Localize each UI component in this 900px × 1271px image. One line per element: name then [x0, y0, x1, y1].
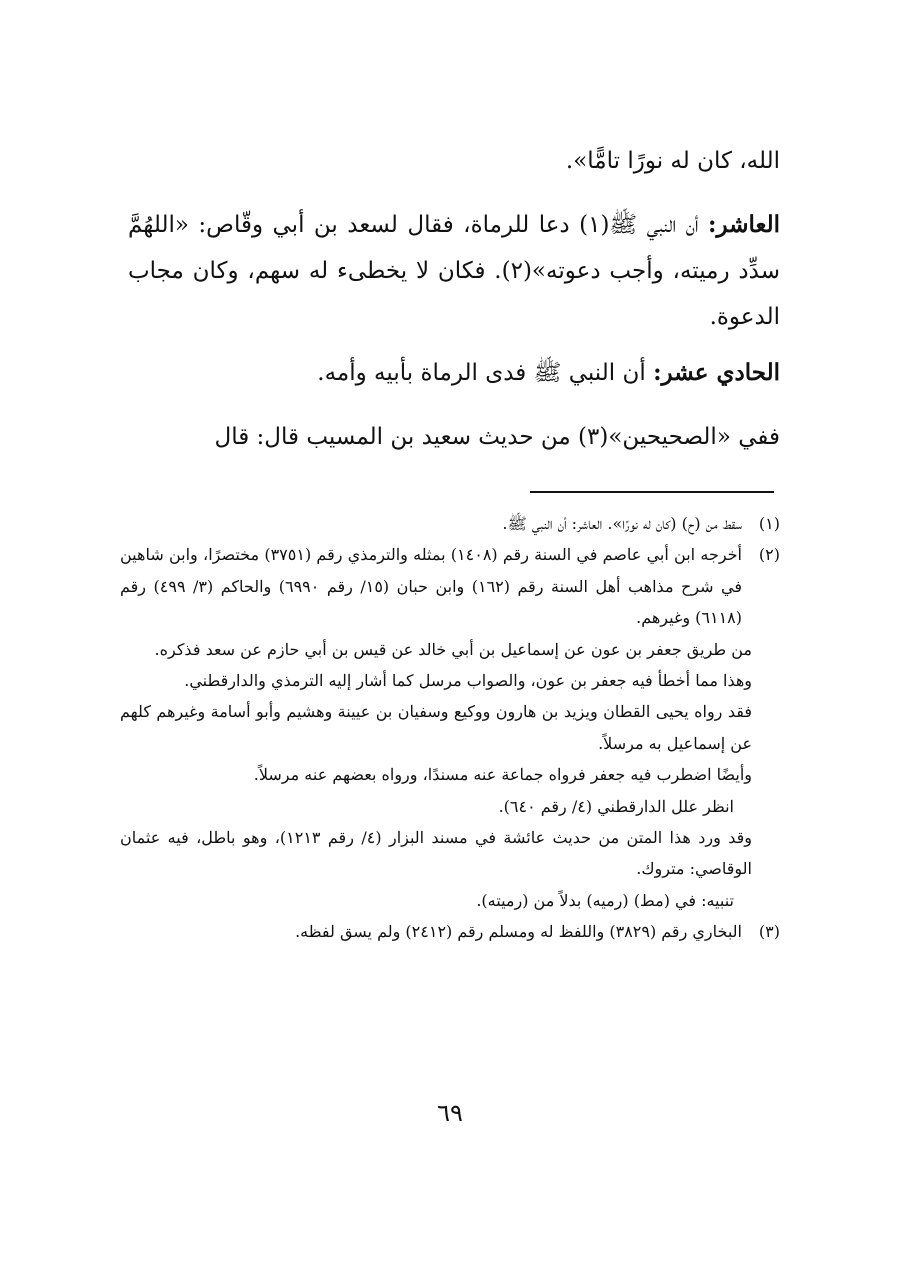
footnote-3	[120, 916, 780, 947]
footnote-2-remark: وهذا مما أخطأ فيه جعفر بن عون، والصواب مرسل كما أشار إليه الترمذي والدارقطني.	[184, 671, 752, 691]
footnote-2-narrators: فقد رواه يحيى القطان ويزيد بن هارون ووكيع وسفيان بن عيينة وهشيم وأبو أسامة وغيرهم كلهم عن إسماعيل به مرسلاً.	[120, 702, 752, 753]
footnote-divider	[530, 491, 774, 493]
paragraph-heading: العاشر:	[708, 211, 781, 238]
footnotes	[120, 508, 780, 948]
footnote-text: سقط من (ح) (كان له نورًا». العاشر: أن النبي ﷺ.	[502, 514, 742, 533]
footnote-number: (١)	[758, 514, 780, 533]
paragraph-heading: الحادي عشر:	[653, 359, 780, 386]
paragraph-text: الله، كان له نورًا تامًّا».	[565, 148, 780, 174]
footnote-2-variation: وأيضًا اضطرب فيه جعفر فرواه جماعة عنه مسندًا، ورواه بعضهم عنه مرسلاً.	[253, 765, 752, 785]
footnote-text: البخاري رقم (٣٨٢٩) واللفظ له ومسلم رقم (٢٤١٢) ولم يسق لفظه.	[295, 922, 742, 942]
paragraph-eleventh	[128, 350, 780, 396]
paragraph-text: أن النبي ﷺ فدى الرماة بأبيه وأمه.	[317, 360, 646, 386]
footnote-1	[120, 508, 780, 539]
paragraph-text: أن النبي ﷺ(١) دعا للرماة، فقال لسعد بن أبي وقّاص: «اللهُمَّ سدِّد رميته، وأجب دعوته»(٢). فكان لا يخطىء له سهم، وكان مجاب الدعوة.	[128, 212, 780, 330]
paragraph-sahihain	[128, 414, 780, 460]
footnote-2-note: تنبيه: في (مط) (رميه) بدلاً من (رميته).	[476, 890, 734, 910]
footnote-number: (٢)	[758, 545, 780, 565]
paragraph-continuation	[128, 138, 780, 184]
footnote-number: (٣)	[758, 922, 780, 942]
footnote-2-chain: من طريق جعفر بن عون عن إسماعيل بن أبي خالد عن قيس بن أبي حازم عن سعد فذكره.	[154, 639, 752, 659]
footnote-text: أخرجه ابن أبي عاصم في السنة رقم (١٤٠٨) بمثله والترمذي رقم (٣٧٥١) مختصرًا، وابن شاهين في شرح مذاهب أهل السنة رقم (١٦٢) وابن حبان (١٥/ رقم ٦٩٩٠) والحاكم (٣/ ٤٩٩) رقم (٦١١٨) وغيرهم.	[120, 545, 743, 628]
footnote-2-reference: انظر علل الدارقطني (٤/ رقم ٦٤٠).	[498, 796, 734, 816]
footnote-2	[120, 539, 780, 633]
page-number: ٦٩	[437, 1099, 463, 1127]
footnote-2-aisha: وقد ورد هذا المتن من حديث عائشة في مسند البزار (٤/ رقم ١٢١٣)، وهو باطل، فيه عثمان الوقاصي: متروك.	[120, 828, 752, 879]
paragraph-text: ففي «الصحيحين»(٣) من حديث سعيد بن المسيب قال: قال	[214, 424, 780, 450]
paragraph-tenth	[128, 202, 780, 340]
